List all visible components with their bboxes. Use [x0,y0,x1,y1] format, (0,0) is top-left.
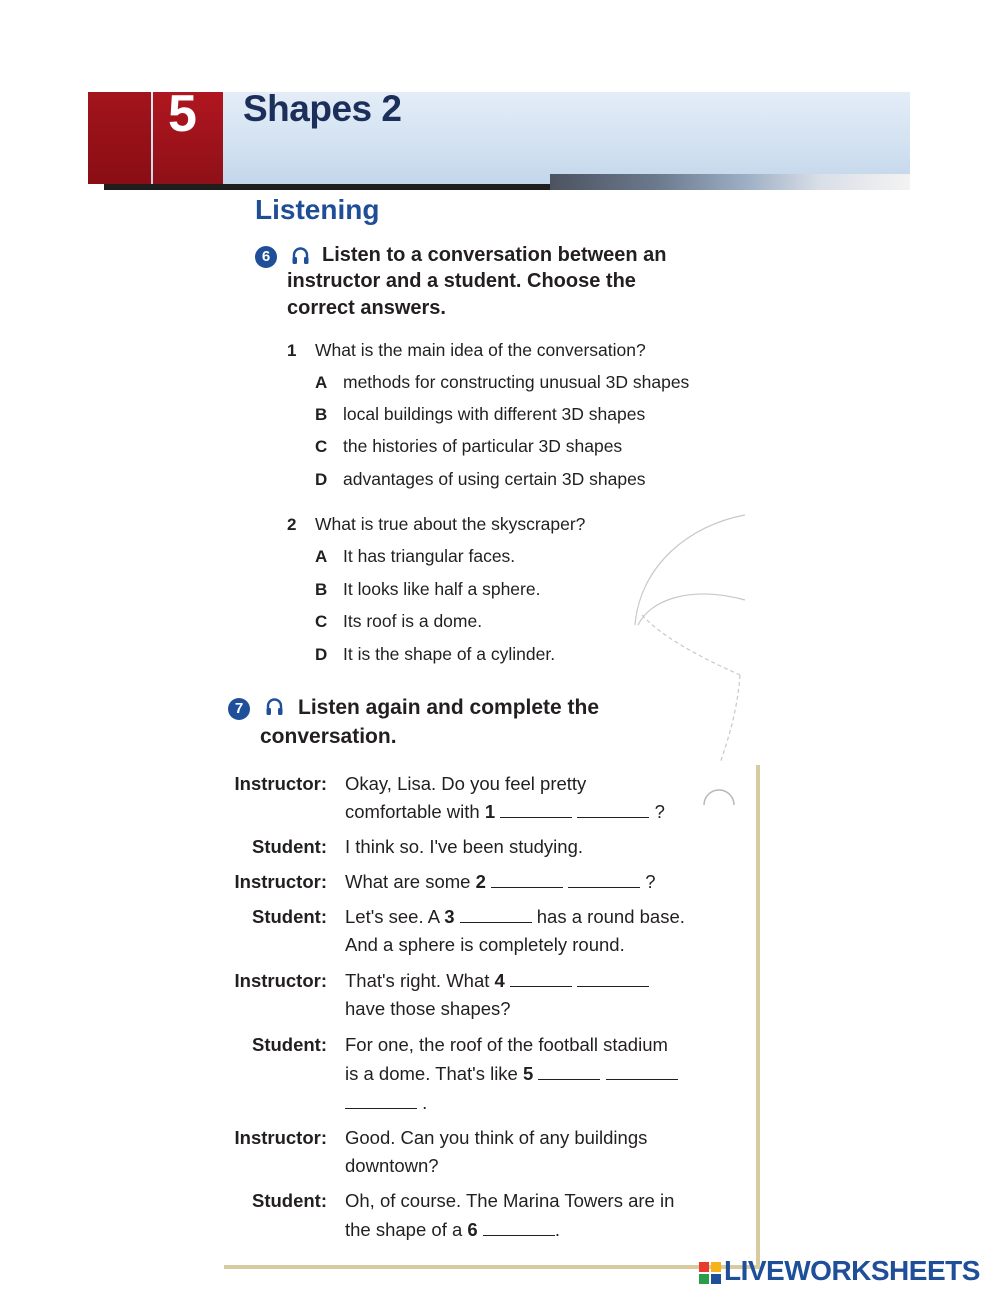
option-text[interactable]: It has triangular faces. [343,546,516,566]
option-text[interactable]: It is the shape of a cylinder. [343,644,556,664]
option-letter[interactable]: A [315,547,328,566]
headphones-icon [292,247,309,265]
dialogue-text: comfortable with [345,801,485,822]
dialogue-text: ? [645,871,656,892]
question-text: What is true about the skyscraper? [315,514,586,534]
dialogue-line: I think so. I've been studying. [345,836,584,857]
answer-blank[interactable] [568,873,640,888]
question-text: What is the main idea of the conversation? [315,340,646,360]
dialogue-line: And a sphere is completely round. [345,934,625,955]
answer-blank[interactable] [491,873,563,888]
exercise6-instruction-line3: correct answers. [287,297,446,319]
banner-shadow-strip [104,184,550,190]
dialogue-text: Let's see. A [345,906,445,927]
answer-blank[interactable] [606,1065,678,1080]
speaker-label: Instructor: [234,773,327,794]
section-title: Listening [255,194,380,225]
blank-number: 6 [467,1219,478,1240]
speaker-label: Instructor: [234,1127,327,1148]
blank-number: 2 [475,871,486,892]
exercise7-instruction-line1: Listen again and complete the [298,696,600,719]
unit-number: 5 [168,85,197,143]
dialogue-line [345,1219,560,1241]
blank-number: 5 [523,1063,534,1084]
answer-blank[interactable] [500,803,572,818]
question-number: 1 [287,341,297,360]
banner-photo-strip [550,174,910,190]
dialogue-line [345,906,685,928]
blank-number: 1 [484,801,496,822]
exercise-number-badge: 6 [255,246,277,268]
unit-title: Shapes 2 [243,88,402,129]
exercise6-instruction-line2: instructor and a student. Choose the [287,270,636,292]
dialogue-line [345,1063,678,1085]
dialogue-text: . [554,1219,560,1240]
dialogue-line: Okay, Lisa. Do you feel pretty [345,773,587,794]
dialogue-text: has a round base. [531,906,685,927]
blank-number: 4 [494,970,505,991]
option-letter[interactable]: C [315,437,328,456]
dialogue-text: the shape of a [345,1219,468,1240]
dialogue-text: is a dome. That's like [345,1063,523,1084]
dialogue-line: Oh, of course. The Marina Towers are in [345,1190,675,1211]
dialogue-line [345,970,649,992]
answer-blank[interactable] [577,972,649,987]
dialogue-line: Good. Can you think of any buildings [345,1127,648,1148]
exercise6-instruction-line1: Listen to a conversation between an [322,244,667,266]
speaker-label: Student: [251,906,327,927]
speaker-label: Instructor: [234,871,327,892]
speaker-label: Student: [251,836,327,857]
option-letter[interactable]: C [315,612,328,631]
option-text[interactable]: methods for constructing unusual 3D shapes [343,372,690,392]
dialogue-line [345,1092,427,1114]
option-text[interactable]: the histories of particular 3D shapes [343,436,623,456]
dialogue-text: ? [654,801,665,822]
banner-red-block-left [88,92,151,184]
answer-blank[interactable] [577,803,649,818]
answer-blank[interactable] [483,1221,555,1236]
dialogue-text: . [422,1092,428,1113]
dialogue-line [345,871,656,893]
speaker-label: Student: [251,1034,327,1055]
blank-number: 3 [444,906,455,927]
option-text[interactable]: Its roof is a dome. [343,611,483,631]
answer-blank[interactable] [345,1094,417,1109]
dialogue-line: For one, the roof of the football stadium [345,1034,668,1055]
dialogue-text: What are some [345,871,476,892]
question-number: 2 [287,515,297,534]
answer-blank[interactable] [538,1065,600,1080]
dialogue-line: downtown? [345,1155,439,1176]
option-letter[interactable]: A [315,373,328,392]
option-text[interactable]: local buildings with different 3D shapes [343,404,646,424]
tag-hole-icon [700,765,760,805]
speaker-label: Instructor: [234,970,327,991]
dialogue-line [345,801,665,823]
headphones-icon [266,698,283,716]
option-letter[interactable]: B [315,580,328,599]
liveworksheets-logo[interactable]: LIVEWORKSHEETS [724,1255,980,1286]
sphere-illustration [600,505,750,765]
option-text[interactable]: It looks like half a sphere. [343,579,541,599]
option-letter[interactable]: D [315,470,328,489]
exercise-number-badge: 7 [228,698,250,720]
option-text[interactable]: advantages of using certain 3D shapes [343,469,646,489]
exercise7-instruction-line2: conversation. [260,725,397,748]
liveworksheets-logo-icon [699,1262,721,1284]
dialogue-line: have those shapes? [345,998,511,1019]
speaker-label: Student: [251,1190,327,1211]
answer-blank[interactable] [460,908,532,923]
option-letter[interactable]: D [315,645,328,664]
answer-blank[interactable] [510,972,572,987]
dialogue-text: That's right. What [345,970,495,991]
option-letter[interactable]: B [315,405,328,424]
